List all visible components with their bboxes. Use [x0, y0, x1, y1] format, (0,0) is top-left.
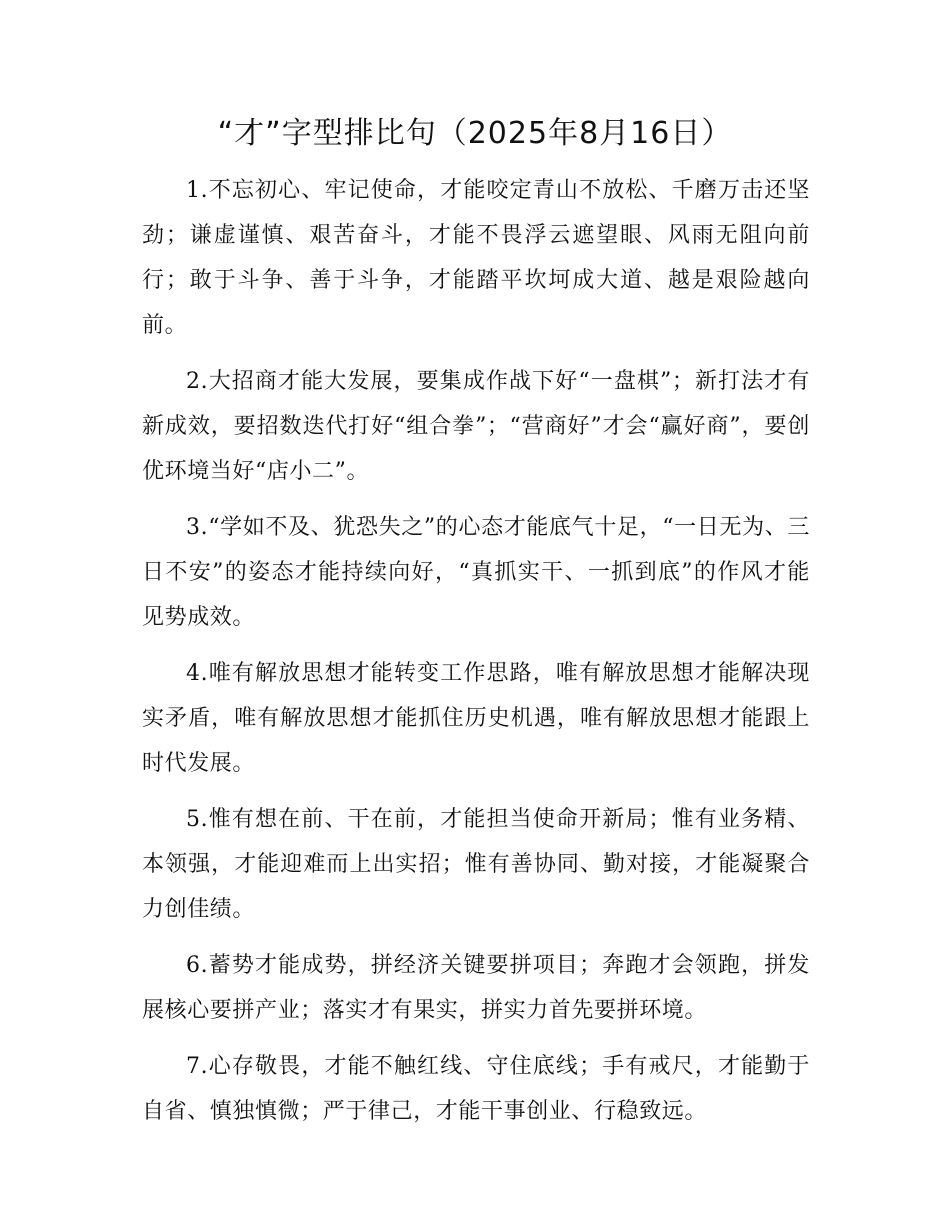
paragraph-5: 5.惟有想在前、干在前，才能担当使命开新局；惟有业务精、本领强，才能迎难而上出实招；惟有善协同、勤对接，才能凝聚合力创佳绩。	[142, 807, 810, 922]
paragraph-2: 2.大招商才能大发展，要集成作战下好“一盘棋”；新打法才有新成效，要招数迭代打好“组合拳”；“营商好”才会“赢好商”，要创优环境当好“店小二”。	[142, 369, 810, 484]
paragraph-6: 6.蓄势才能成势，拼经济关键要拼项目；奔跑才会领跑，拼发展核心要拼产业；落实才有果实，拼实力首先要拼环境。	[142, 953, 810, 1023]
document-title: “才”字型排比句（2025年8月16日）	[217, 116, 733, 151]
paragraph-7: 7.心存敬畏，才能不触红线、守住底线；手有戒尺，才能勤于自省、慎独慎微；严于律己，才能干事创业、行稳致远。	[142, 1054, 810, 1124]
document-body	[142, 168, 810, 1145]
paragraph-1: 1.不忘初心、牢记使命，才能咬定青山不放松、千磨万击还坚劲；谦虚谨慎、艰苦奋斗，才能不畏浮云遮望眼、风雨无阻向前行；敢于斗争、善于斗争，才能踏平坎坷成大道、越是艰险越向前。	[142, 178, 810, 338]
paragraph-4: 4.唯有解放思想才能转变工作思路，唯有解放思想才能解决现实矛盾，唯有解放思想才能抓住历史机遇，唯有解放思想才能跟上时代发展。	[142, 661, 810, 776]
paragraph-3: 3.“学如不及、犹恐失之”的心态才能底气十足，“一日无为、三日不安”的姿态才能持续向好，“真抓实干、一抓到底”的作风才能见势成效。	[142, 515, 810, 630]
